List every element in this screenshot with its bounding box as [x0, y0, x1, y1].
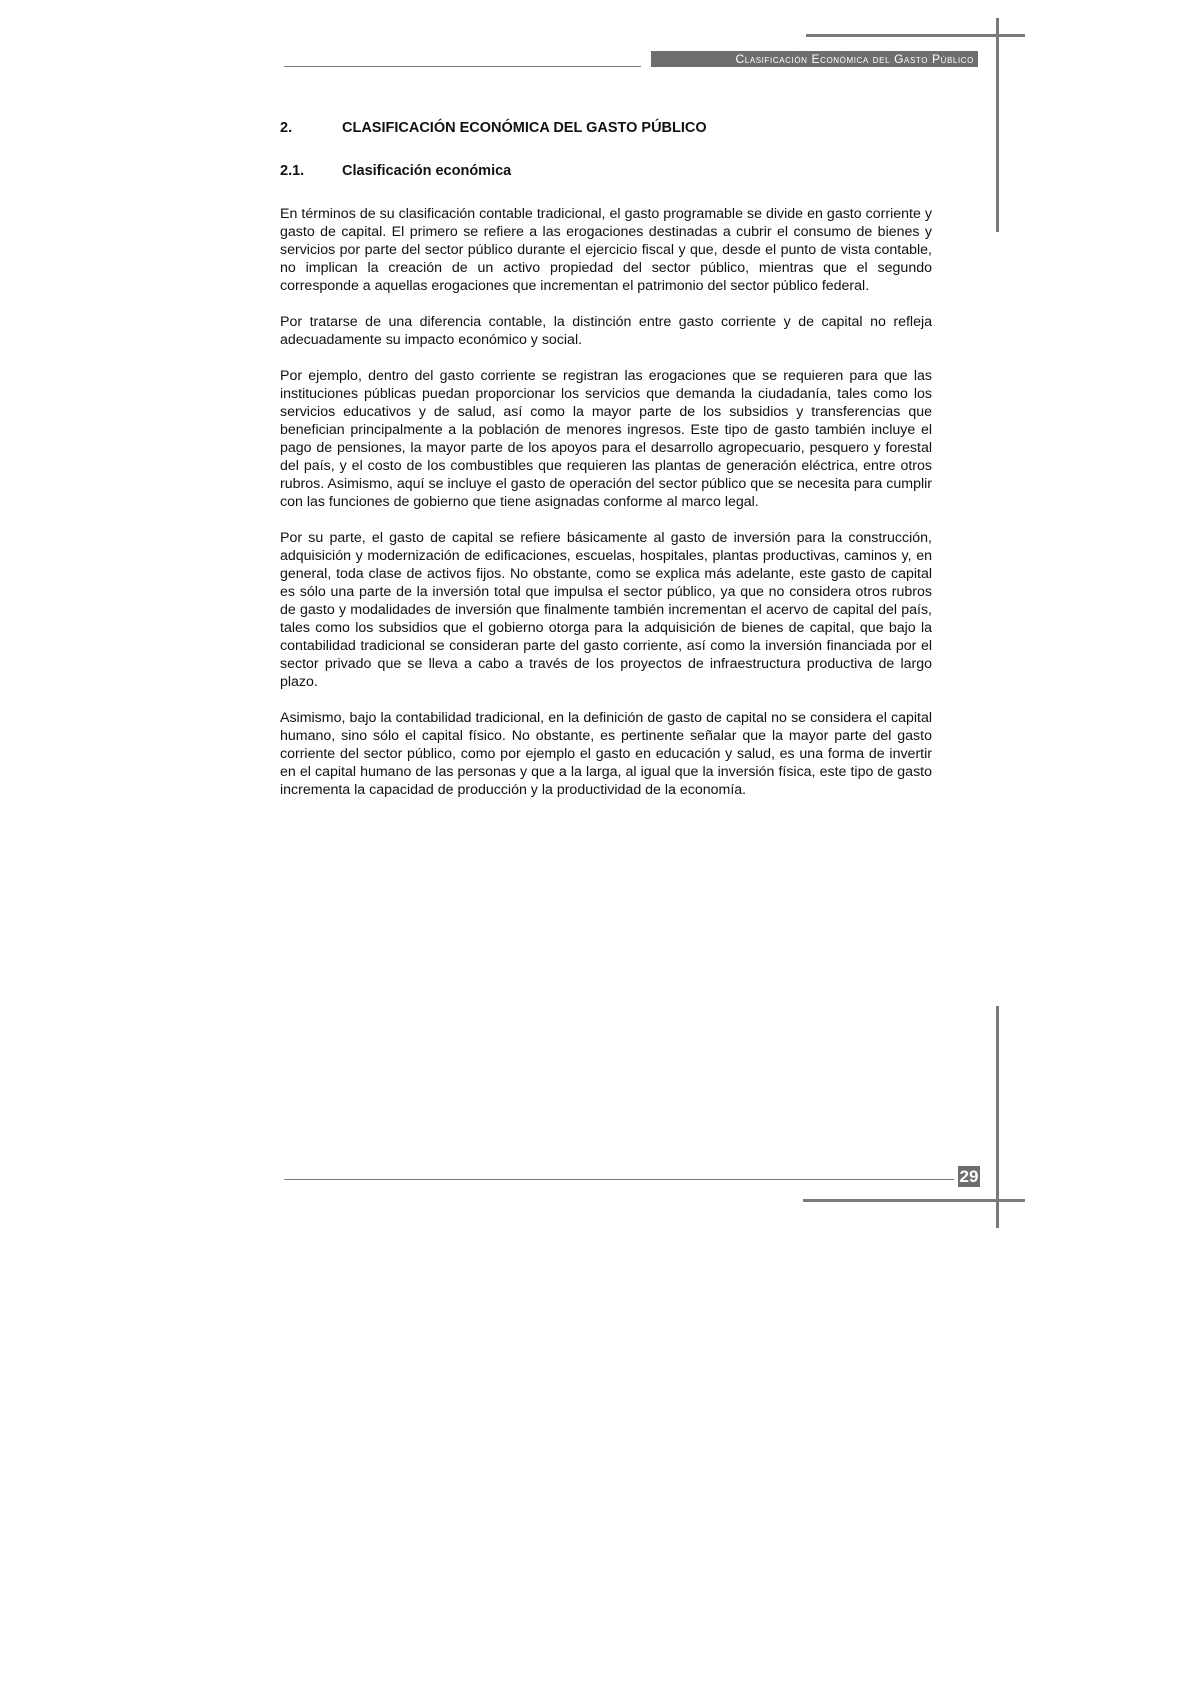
section-title: CLASIFICACIÓN ECONÓMICA DEL GASTO PÚBLICO [342, 120, 707, 136]
section-heading [280, 120, 932, 136]
paragraph: Asimismo, bajo la contabilidad tradicional, en la definición de gasto de capital no se considera el capital humano, sino sólo el capital físico. No obstante, es pertinente señalar que la mayor parte del gasto corriente del sector público, como por ejemplo el gasto en educación y salud, es una forma de invertir en el capital humano de las personas y que a la larga, al igual que la inversión física, este tipo de gasto incrementa la capacidad de producción y la productividad de la economía. [280, 710, 932, 798]
page-number: 29 [959, 1167, 979, 1186]
page-content [280, 120, 932, 817]
footer-vertical-rule [996, 1006, 999, 1228]
paragraph: En términos de su clasificación contable tradicional, el gasto programable se divide en gasto corriente y gasto de capital. El primero se refiere a las erogaciones destinadas a cubrir el consumo de bienes y servicios por parte del sector público durante el ejercicio fiscal y que, desde el punto de vista contable, no implican la creación de un activo propiedad del sector público, mientras que el segundo corresponde a aquellas erogaciones que incrementan el patrimonio del sector público federal. [280, 206, 932, 294]
footer-left-rule [284, 1179, 954, 1180]
paragraph: Por ejemplo, dentro del gasto corriente se registran las erogaciones que se requieren para que las instituciones públicas puedan proporcionar los servicios que demanda la ciudadanía, tales como los servicios educativos y de salud, así como la mayor parte de los subsidios y transferencias que benefician principalmente a la población de menores ingresos. Este tipo de gasto también incluye el pago de pensiones, la mayor parte de los apoyos para el desarrollo agropecuario, pesquero y forestal del país, y el costo de los combustibles que requieren las plantas de generación eléctrica, entre otros rubros. Asimismo, aquí se incluye el gasto de operación del sector público que se necesita para cumplir con las funciones de gobierno que tiene asignadas conforme al marco legal. [280, 368, 932, 510]
subsection-heading [280, 163, 932, 179]
footer-bottom-rule [803, 1199, 1025, 1202]
header-left-rule [284, 66, 641, 67]
paragraph: Por tratarse de una diferencia contable, la distinción entre gasto corriente y de capital no refleja adecuadamente su impacto económico y social. [280, 314, 932, 348]
paragraph: Por su parte, el gasto de capital se refiere básicamente al gasto de inversión para la construcción, adquisición y modernización de edificaciones, escuelas, hospitales, plantas productivas, caminos y, en general, toda clase de activos fijos. No obstante, como se explica más adelante, este gasto de capital es sólo una parte de la inversión total que impulsa el sector público, ya que no considera otros rubros de gasto y modalidades de inversión que finalmente también incrementan el acervo de capital del país, tales como los subsidios que el gobierno otorga para la adquisición de bienes de capital, que bajo la contabilidad tradicional se consideran parte del gasto corriente, así como la inversión financiada por el sector privado que se lleva a cabo a través de los proyectos de infraestructura productiva de largo plazo. [280, 530, 932, 690]
section-number: 2. [280, 120, 293, 136]
running-header: Clasificación Económica del Gasto Público [651, 51, 978, 67]
header-vertical-rule [996, 18, 999, 232]
subsection-title: Clasificación económica [342, 163, 512, 179]
header-top-rule [806, 34, 1025, 37]
subsection-number: 2.1. [280, 163, 305, 179]
